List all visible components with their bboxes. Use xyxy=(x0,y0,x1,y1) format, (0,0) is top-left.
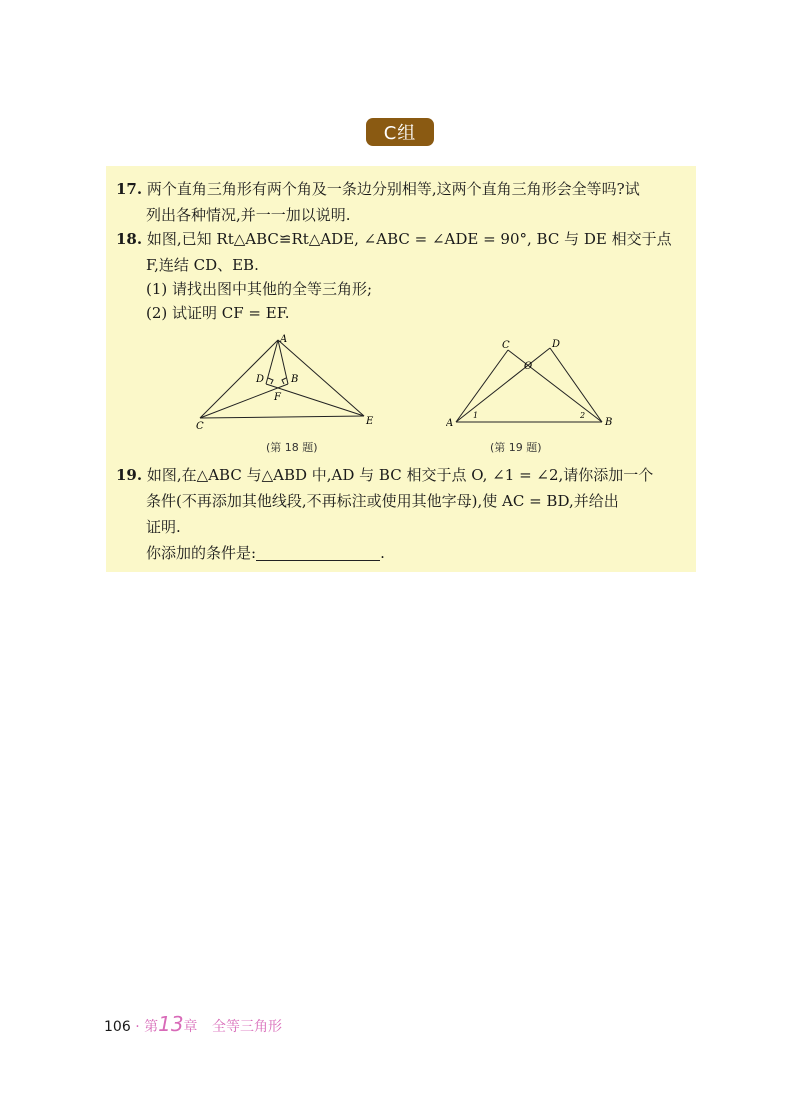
q18-line2: F,连结 CD、EB. xyxy=(146,256,259,274)
q18-text1: 如图,已知 Rt△ABC≌Rt△ADE, ∠ABC = ∠ADE = 90°, BC 与 DE 相交于点 xyxy=(146,230,672,248)
fig19-label-o: O xyxy=(524,361,533,372)
fig19-angle-1: 1 xyxy=(473,411,479,420)
q18-sub2: (2) 试证明 CF = EF. xyxy=(146,304,290,322)
fig19-label-d: D xyxy=(552,339,561,350)
chapter-number: 13 xyxy=(158,1012,184,1036)
q17-line1 xyxy=(116,178,640,200)
q19-number: 19. xyxy=(116,466,143,484)
q19-answer-prompt: 你添加的条件是: xyxy=(146,544,257,562)
fig19-label-a: A xyxy=(446,418,454,426)
figure-18 xyxy=(196,332,376,430)
q19-line2: 条件(不再添加其他线段,不再标注或使用其他字母),使 AC = BD,并给出 xyxy=(146,492,619,510)
chapter-prefix: 第 xyxy=(144,1019,159,1035)
fig19-angle-2: 2 xyxy=(580,411,586,420)
chapter-suffix: 章 xyxy=(183,1019,198,1035)
q19-answer-blank[interactable] xyxy=(256,544,380,561)
figure-19 xyxy=(446,336,616,426)
q18-sub1: (1) 请找出图中其他的全等三角形; xyxy=(146,280,373,298)
fig18-label-a: A xyxy=(280,334,288,345)
q19-line4 xyxy=(146,542,385,564)
chapter-title: 全等三角形 xyxy=(212,1019,282,1035)
page-number: 106 xyxy=(104,1019,131,1035)
q17-text1: 两个直角三角形有两个角及一条边分别相等,这两个直角三角形会全等吗?试 xyxy=(146,180,640,198)
fig19-caption: (第 19 题) xyxy=(490,441,542,454)
footer-dot: · xyxy=(135,1019,140,1035)
fig18-label-f: F xyxy=(274,392,281,403)
q18-number: 18. xyxy=(116,230,143,248)
fig19-label-b: B xyxy=(605,417,613,426)
page-footer xyxy=(104,1012,282,1036)
fig19-label-c: C xyxy=(502,340,510,351)
fig18-label-b: B xyxy=(291,374,299,385)
q17-number: 17. xyxy=(116,180,143,198)
q17-line2: 列出各种情况,并一一加以说明. xyxy=(146,206,351,224)
q19-line1 xyxy=(116,464,653,486)
fig18-caption: (第 18 题) xyxy=(266,441,318,454)
q19-line3: 证明. xyxy=(146,518,181,536)
q19-text1: 如图,在△ABC 与△ABD 中,AD 与 BC 相交于点 O, ∠1 = ∠2,请你添加一个 xyxy=(146,466,654,484)
fig18-label-e: E xyxy=(366,416,374,427)
fig18-label-c: C xyxy=(196,421,204,430)
fig18-label-d: D xyxy=(256,374,265,385)
q18-line1 xyxy=(116,228,672,250)
group-label-badge: C组 xyxy=(366,118,434,146)
exercise-panel xyxy=(106,166,696,572)
q19-answer-period: . xyxy=(380,544,385,562)
